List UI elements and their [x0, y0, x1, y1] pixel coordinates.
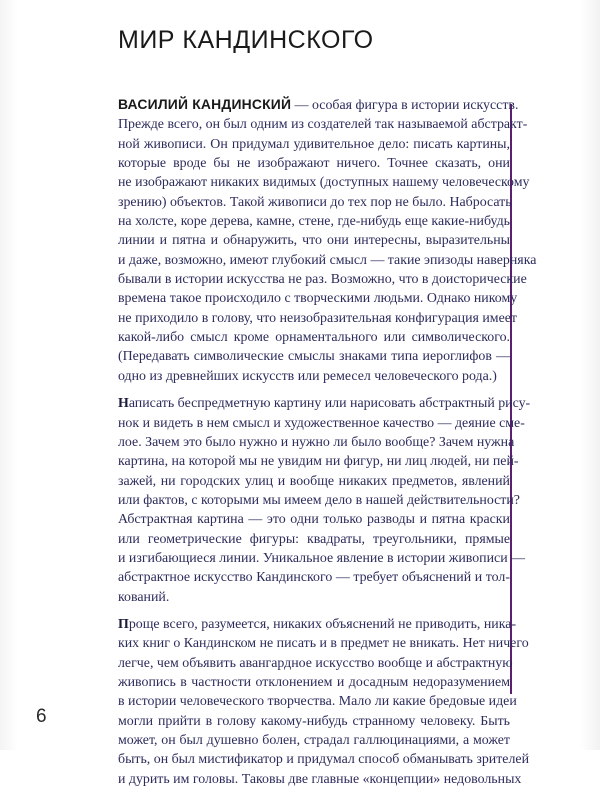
text-line [118, 251, 537, 270]
line-text: зажей, ни городских улиц и вообще никаких предметов, явлений [118, 473, 510, 489]
text-line [118, 510, 510, 529]
line-text: одно из древнейших искусств или ремесел человеческого рода.) [118, 368, 497, 384]
line-text: бывали в истории искусства не раз. Возможно, что в доисторические [118, 272, 527, 288]
text-line [118, 770, 522, 789]
initial-letter: П [118, 616, 129, 632]
line-text: абстрактное искусство Кандинского — требует объяснений и тол- [118, 570, 510, 586]
text-line [118, 530, 510, 549]
line-text: роще всего, разумеется, никаких объяснений не приводить, ника- [128, 616, 517, 632]
text-line [118, 491, 520, 510]
text-line [118, 615, 517, 634]
text-line [118, 634, 529, 653]
initial-letter: Н [118, 396, 129, 412]
line-text: быть, он был мистификатор и придумал способ обманывать зрителей [118, 752, 530, 768]
line-text: ких книг о Кандинском не писать и в предмет не вникать. Нет ничего [118, 636, 529, 652]
text-line [118, 692, 517, 711]
line-text: нок и видеть в нем смысл и художественное качество — деяние сме- [118, 415, 525, 431]
text-line [118, 193, 510, 212]
line-text: могли прийти в голову какому-нибудь странному человеку. Быть [118, 713, 510, 729]
text-line [118, 673, 510, 692]
line-text: или фактов, с которыми мы имеем дело в нашей действительности? [118, 492, 520, 508]
text-line [118, 309, 517, 328]
line-text: и дурить им головы. Таковы две главные «концепции» недовольных [118, 771, 522, 787]
text-line [118, 173, 530, 192]
line-text: легче, чем объявить авангардное искусство вообще и абстрактную [118, 655, 513, 671]
line-text: не приходило в голову, что неизобразительная конфигурация имеет [118, 310, 517, 326]
text-line [118, 654, 513, 673]
line-text: кований. [118, 589, 170, 605]
body-text [118, 95, 537, 797]
text-line [118, 231, 510, 250]
line-text: и изгибающиеся линии. Уникальное явление в истории живописи — [118, 550, 525, 566]
line-text: зрению) объектов. Такой живописи до тех пор не было. Набросать [118, 194, 512, 210]
text-line [118, 452, 519, 471]
line-text: ной живописи. Он придумал удивительное дело: писать картины, [118, 136, 510, 152]
line-text: какой-либо смысл кроме орнаментального или символического. [118, 330, 510, 346]
text-line [118, 568, 510, 587]
text-line [118, 95, 519, 115]
line-text: картина, на которой мы не увидим ни фигур, ни лиц людей, ни пей- [118, 454, 519, 470]
line-text: — особая фигура в истории искусств. [291, 98, 519, 113]
line-text: линии и пятна и обнаружить, что они интересны, выразительны [118, 233, 510, 249]
text-line [118, 135, 510, 154]
text-line [118, 414, 525, 433]
line-text: аписать беспредметную картину или нарисовать абстрактный рису- [128, 396, 531, 412]
line-text: (Передавать символические смыслы знаками типа иероглифов — [118, 349, 510, 365]
line-text: не изображают никаких видимых (доступных нашему человеческому [118, 175, 530, 191]
text-line [118, 367, 510, 386]
text-line [118, 549, 525, 568]
line-text: в истории человеческого творчества. Мало ли какие бредовые идеи [118, 694, 517, 710]
line-text: времена такое происходило с творческими людьми. Однако никому [118, 291, 518, 307]
text-line [118, 712, 510, 731]
line-text: лое. Зачем это было нужно и нужно ли было вообще? Зачем нужна [118, 434, 515, 450]
paragraph-3 [118, 615, 530, 789]
text-line [118, 731, 510, 750]
line-text: живопись в частности отклонением и досадным недоразумением [118, 674, 510, 690]
line-text: и даже, возможно, имеют глубокий смысл — такие эпизоды наверняка [118, 252, 537, 268]
line-text: может, он был душевно болен, страдал галлюцинациями, а может [118, 733, 510, 748]
text-line [118, 433, 515, 452]
text-line [118, 328, 510, 347]
page-number: 6 [36, 706, 47, 727]
text-line [118, 154, 510, 173]
chapter-title: МИР КАНДИНСКОГО [118, 26, 374, 54]
line-text: которые вроде бы не изображают ничего. Точнее сказать, они [118, 156, 510, 172]
text-line [118, 270, 527, 289]
paragraph-1 [118, 95, 537, 386]
text-line [118, 472, 510, 491]
author-name: ВАСИЛИЙ КАНДИНСКИЙ [118, 96, 292, 112]
text-line [118, 347, 510, 366]
text-line [118, 394, 531, 413]
line-text: Абстрактная картина — это одни только разводы и пятна краски [118, 512, 510, 528]
text-line [118, 750, 530, 769]
paragraph-2 [118, 394, 531, 607]
text-line [118, 212, 510, 231]
text-line [118, 588, 510, 607]
line-text: Прежде всего, он был одним из создателей так называемой абстракт- [118, 117, 528, 133]
line-text: или геометрические фигуры: квадраты, треугольники, прямые [118, 531, 510, 547]
text-line [118, 115, 528, 134]
line-text: на холсте, коре дерева, камне, стене, где-нибудь еще какие-нибудь [118, 214, 510, 230]
text-line [118, 289, 518, 308]
